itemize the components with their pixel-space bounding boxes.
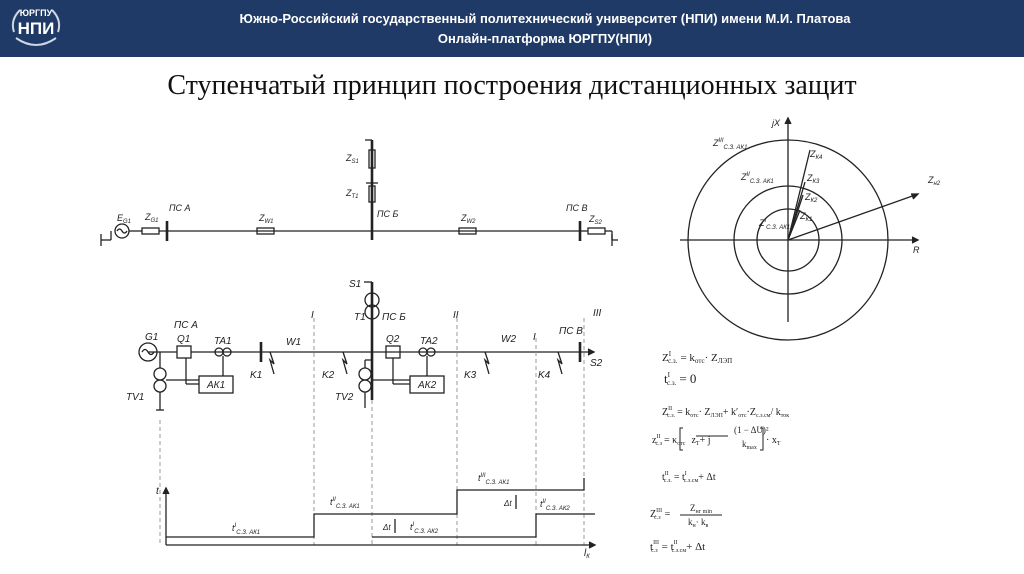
impedance-circle-diagram — [680, 118, 918, 340]
zk1-label: $Z_{К1}$ — [800, 211, 813, 223]
q2-label: Q2 — [386, 334, 400, 345]
formula-t3: $t^{III}$ $с.з = t^{II}$ с.з.см+ Δt — [650, 540, 706, 554]
zs2-label: $Z_{S2}$ — [589, 214, 602, 226]
dt2-label: Δt — [504, 499, 512, 508]
formula-z3-numerator: $Z_{нг min}$ — [690, 503, 713, 515]
header-university-name: Южно-Российский государственный политехнический университет (НПИ) имени М.И. Платова — [239, 11, 851, 26]
w2-label: W2 — [501, 334, 516, 345]
zg1-label: $Z_{G1}$ — [145, 212, 159, 224]
z1-setting-label: $Z^I_{С.З. АК1}$ — [759, 218, 791, 231]
s1-label: S1 — [349, 279, 362, 290]
slide-title: Ступенчатый принцип построения дистанционных защит — [167, 70, 857, 101]
t3-ak1-label: $t^{III}_{С.З. АК1}$ — [478, 473, 510, 486]
header-platform-name: Онлайн-платформа ЮРГПУ(НПИ) — [437, 31, 653, 46]
top-scheme — [101, 140, 618, 246]
formula-t1: $t^I$ с.з. = 0 — [664, 371, 697, 387]
zk3-label: $Z_{К3}$ — [807, 173, 820, 185]
svg-text:НПИ: НПИ — [17, 19, 55, 38]
formula-z2-transformer: $z^{II}$ $с.з = \kappa_{отс}$ $z_Т+ j$ — [652, 434, 711, 447]
z2-setting-label: $Z^{II}_{С.З. АК1}$ — [741, 172, 774, 185]
k1-label: K1 — [250, 370, 263, 381]
main-ps-v-label: ПС В — [559, 326, 583, 337]
formula-t2: $t^{II}$ с.з. = $t^I$ с.з.см+ Δt — [662, 471, 716, 484]
ak2-label: АК2 — [418, 380, 437, 391]
q1-label: Q1 — [177, 334, 191, 345]
k2-label: K2 — [322, 370, 335, 381]
formula-z2: $Z^{II}$ с.з. = $k_{отс}\cdot Z_{ЛЭП}+ k'_{отс}\cdot Z_{с.з.см}/$ $k_{ток}$ — [662, 406, 790, 419]
s2-label: S2 — [590, 358, 603, 369]
ta1-label: TA1 — [214, 336, 232, 347]
zt1-label: $Z_{T1}$ — [346, 188, 359, 200]
zone-II-label: II — [453, 310, 459, 321]
eg1-label: $E_{G1}$ — [117, 213, 132, 225]
w1-label: W1 — [286, 337, 301, 348]
time-step-diagram — [163, 478, 595, 548]
zw1-label: $Z_{W1}$ — [259, 213, 274, 225]
ta2-label: TA2 — [420, 336, 438, 347]
zone-III-label: III — [593, 308, 602, 319]
zs1-label: $Z_{S1}$ — [346, 153, 359, 165]
t-axis-label: t — [156, 486, 159, 497]
formulas-block — [650, 350, 789, 554]
ps-a-label: ПС А — [169, 203, 191, 213]
tv1-label: TV1 — [126, 392, 145, 403]
t1-ak2-label: $t^I_{С.З. АК2}$ — [410, 522, 439, 535]
t2-ak2-label: $t^{II}_{С.З. АК2}$ — [540, 499, 570, 512]
dt1-label: Δt — [383, 523, 391, 532]
tv2-label: TV2 — [335, 392, 354, 403]
zn2-label: $Z_{н2}$ — [928, 175, 941, 187]
ps-b-label: ПС Б — [377, 209, 399, 219]
t1-ak1-label: $t^I_{С.З. АК1}$ — [232, 523, 261, 536]
lk-axis-label: $l_К$ — [584, 548, 590, 560]
zk2-label: $Z_{К2}$ — [805, 192, 818, 204]
k4-label: K4 — [538, 370, 551, 381]
formula-z2-numerator: (1 − ΔU)² — [734, 425, 769, 435]
formula-z1: $Z^I$ с.з. = kотс· ZЛЭП — [662, 350, 733, 365]
r-axis-label: R — [913, 245, 920, 255]
jx-axis-label: jX — [772, 118, 781, 128]
t2-ak1-label: $t^{II}_{С.З. АК1}$ — [330, 497, 360, 510]
main-ps-a-label: ПС А — [174, 320, 198, 331]
ak1-label: АК1 — [207, 380, 226, 391]
zone-I-b-label: I — [533, 332, 536, 343]
main-ps-b-label: ПС Б — [382, 312, 406, 323]
z3-setting-label: $Z^{III}_{С.З. АК1}$ — [713, 138, 748, 151]
formula-z2-x: · $x_Т$ — [766, 435, 781, 447]
zone-I-label: I — [311, 310, 314, 321]
k3-label: K3 — [464, 370, 477, 381]
formula-z3: $Z^{III}$ с.з = — [650, 508, 671, 521]
zk4-label: $Z_{К4}$ — [810, 149, 823, 161]
svg-text:ЮРГПУ: ЮРГПУ — [19, 8, 53, 18]
formula-z3-denominator: $k_н\cdot k_в$ — [688, 517, 709, 529]
ps-v-label: ПС В — [566, 203, 588, 213]
formula-z2-denominator: $k_{max}$ — [742, 439, 757, 451]
t1-label: T1 — [354, 312, 366, 323]
g1-label: G1 — [145, 332, 159, 343]
zw2-label: $Z_{W2}$ — [461, 213, 476, 225]
